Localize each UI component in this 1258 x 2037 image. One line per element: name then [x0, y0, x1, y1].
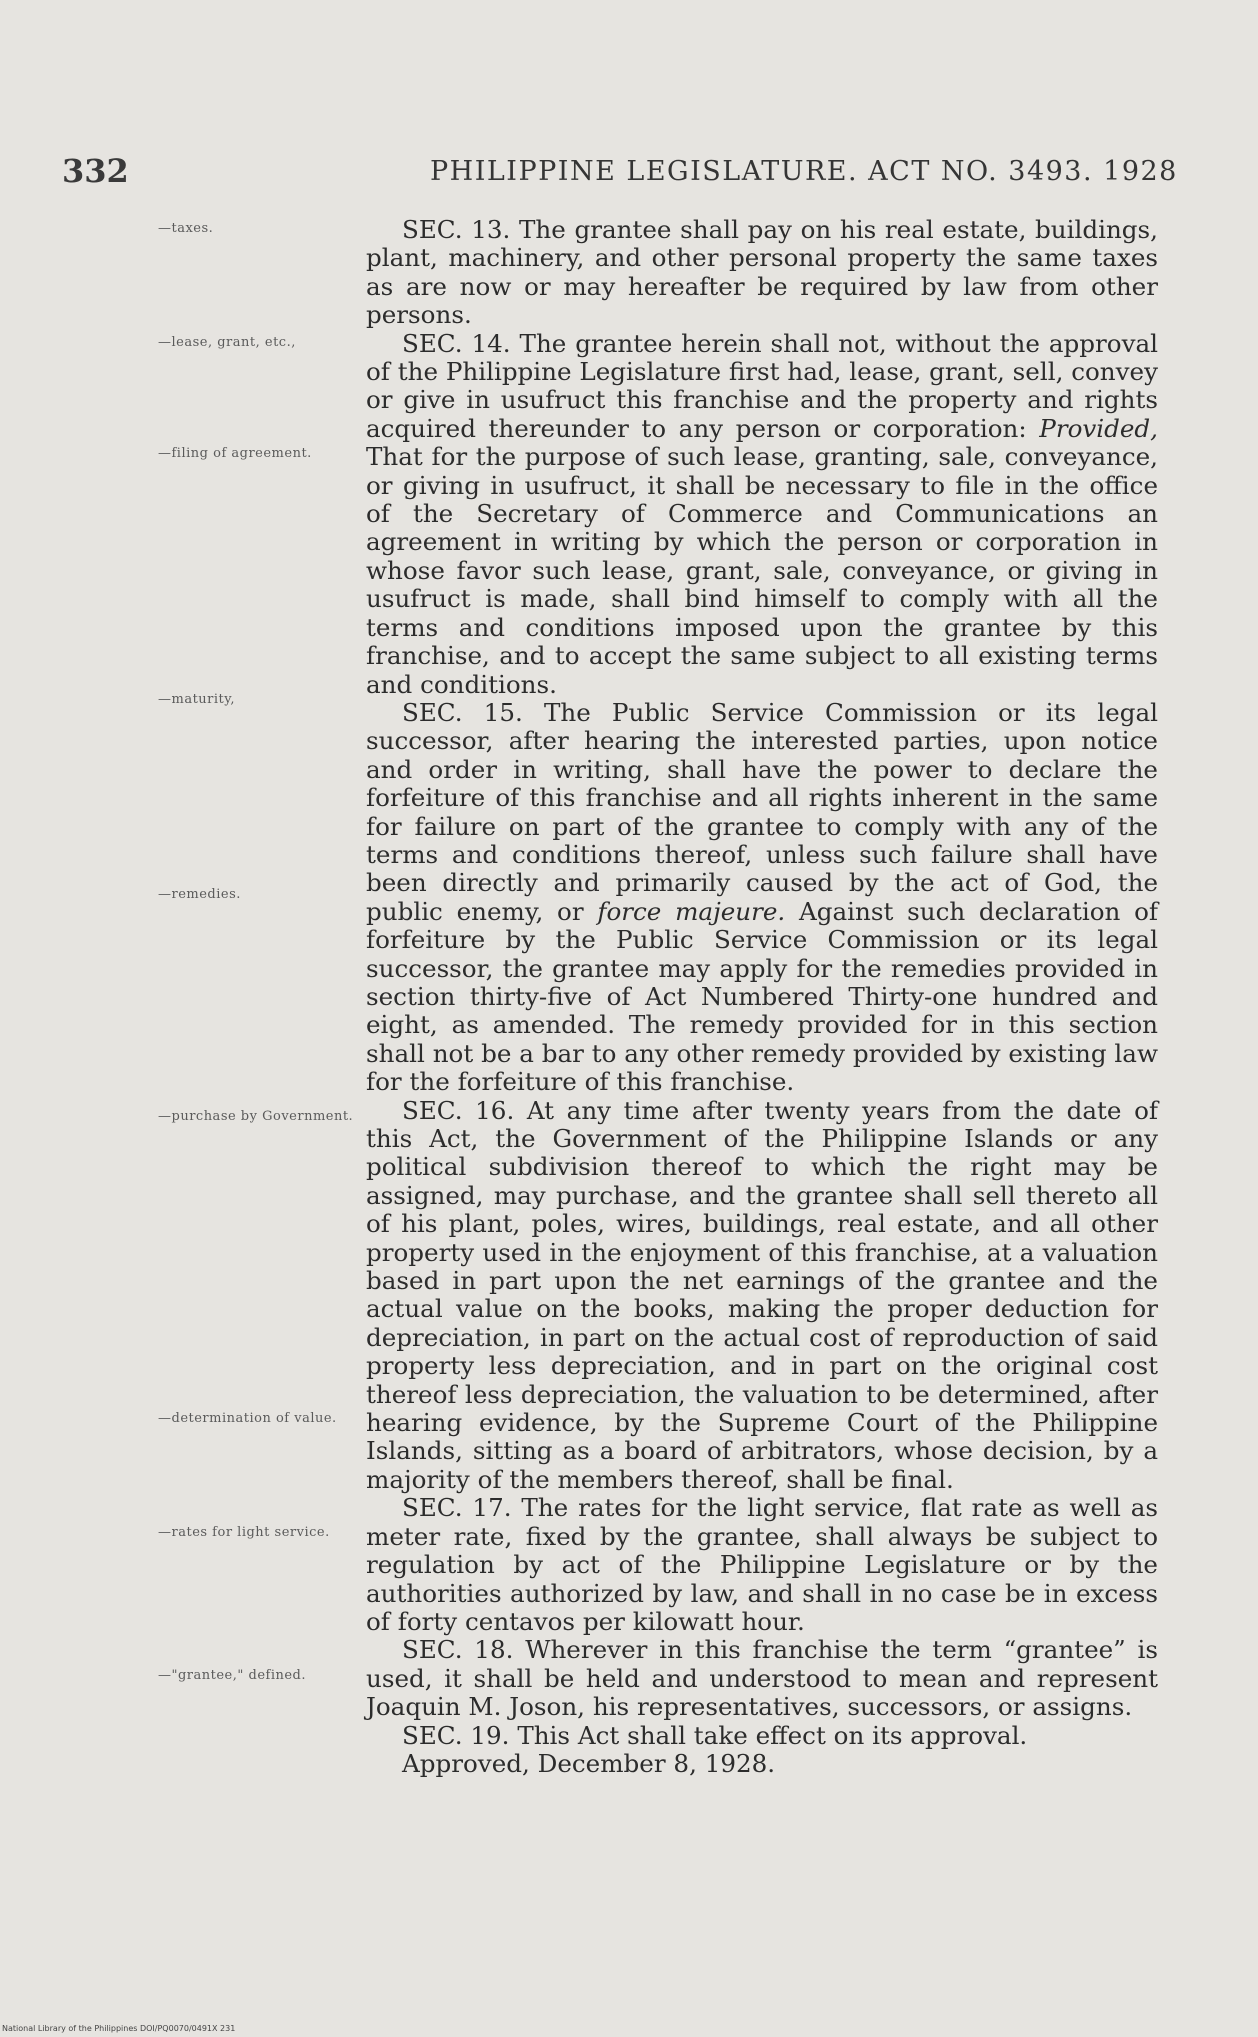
section-13-label: SEC. 13. [402, 215, 511, 244]
section-14-label: SEC. 14. [402, 328, 511, 358]
page-number: 332 [62, 152, 129, 190]
running-header: PHILIPPINE LEGISLATURE. ACT NO. 3493. 1928 [430, 156, 1178, 187]
section-18 [366, 1636, 1158, 1721]
section-13 [366, 216, 1158, 330]
margin-note-maturity: —maturity, [158, 692, 236, 707]
section-16 [366, 1097, 1158, 1495]
margin-note-taxes: —taxes. [158, 221, 214, 236]
scan-footer: National Library of the Philippines DOI/PQ0070/0491X 231 [2, 2024, 236, 2033]
margin-note-grantee-defined: —"grantee," defined. [158, 1668, 306, 1683]
section-18-label: SEC. 18. [402, 1635, 514, 1665]
section-14-proviso: Provided, [1039, 413, 1158, 443]
section-14-text-cont: That for the purpose of such lease, granting, sale, conveyance, or giving in usufruct, it shall be necessary to file in the office of the Secretary of Commerce and Communications an agreement in writing by which the person or corporation in whose favor such lease, grant, sale, conveyance, or giving in usufruct is made, shall bind himself to comply with all the terms and conditions imposed upon the grantee by this franchise, and to accept the same subject to all existing terms and conditions. [366, 442, 1158, 699]
section-16-label: SEC. 16. [402, 1095, 515, 1125]
section-19-label: SEC. 19. [402, 1720, 510, 1750]
section-16-text: At any time after twenty years from the date of this Act, the Government of the Philippine Islands or any political subdivision thereof to which the right may be assigned, may purchase, and the grantee shall sell thereto all of his plant, poles, wires, buildings, real estate, and all other property used in the enjoyment of this franchise, at a valuation based in part upon the net earnings of the grantee and the actual value on the books, making the proper deduction for depreciation, in part on the actual cost of reproduction of said property less depreciation, and in part on the original cost thereof less depreciation, the valuation to be determined, after hearing evidence, by the Supreme Court of the Philippine Islands, sitting as a board of arbitrators, whose decision, by a majority of the members thereof, shall be final. [366, 1095, 1158, 1494]
section-19 [366, 1722, 1158, 1750]
section-17-label: SEC. 17. [402, 1493, 512, 1523]
section-13-text: The grantee shall pay on his real estate, buildings, plant, machinery, and other personal property the same taxes as are now or may hereafter be required by law from other persons. [366, 215, 1158, 330]
margin-note-lease: —lease, grant, etc., [158, 335, 296, 350]
section-18-text: Wherever in this franchise the term “grantee” is used, it shall be held and understood to mean and represent Joaquin M. Joson, his representatives, successors, or assigns. [366, 1635, 1158, 1722]
margin-note-filing: —filing of agreement. [158, 446, 312, 461]
section-17 [366, 1494, 1158, 1636]
margin-note-rates: —rates for light service. [158, 1525, 330, 1540]
margin-note-purchase: —purchase by Government. [158, 1109, 354, 1124]
section-15-label: SEC. 15. [402, 697, 523, 727]
section-15-force-majeure: force majeure. [597, 896, 786, 926]
section-17-text: The rates for the light service, flat rate as well as meter rate, fixed by the grantee, shall always be subject to regulation by act of the Philippine Legislature or by the authorities authorized by law, and shall in no case be in excess of forty centavos per kilowatt hour. [366, 1493, 1158, 1636]
section-15-text: The Public Service Commission or its legal successor, after hearing the interested parties, upon notice and order in writing, shall have the power to declare the forfeiture of this franchise and all rights inherent in the same for failure on part of the grantee to comply with any of the terms and conditions thereof, unless such failure shall have been directly and primarily caused by the act of God, the public enemy, or [366, 697, 1158, 926]
section-19-text: This Act shall take effect on its approval. [509, 1720, 1028, 1750]
section-15 [366, 699, 1158, 1097]
section-15-text-cont: Against such declaration of forfeiture by the Public Service Commission or its legal successor, the grantee may apply for the remedies provided in section thirty-five of Act Numbered Thirty-one hundred and eight, as amended. The remedy provided for in this section shall not be a bar to any other remedy provided by existing law for the forfeiture of this franchise. [366, 896, 1158, 1097]
approval-line: Approved, December 8, 1928. [402, 1748, 776, 1778]
section-14 [366, 330, 1158, 699]
act-body [366, 216, 1158, 1778]
section-14-text: The grantee herein shall not, without the approval of the Philippine Legislature first had, lease, grant, sell, convey or give in usufruct this franchise and the property and rights acquired thereunder to any person or corporation: [366, 328, 1158, 443]
margin-note-determination: —determination of value. [158, 1411, 337, 1426]
margin-note-remedies: —remedies. [158, 887, 241, 902]
